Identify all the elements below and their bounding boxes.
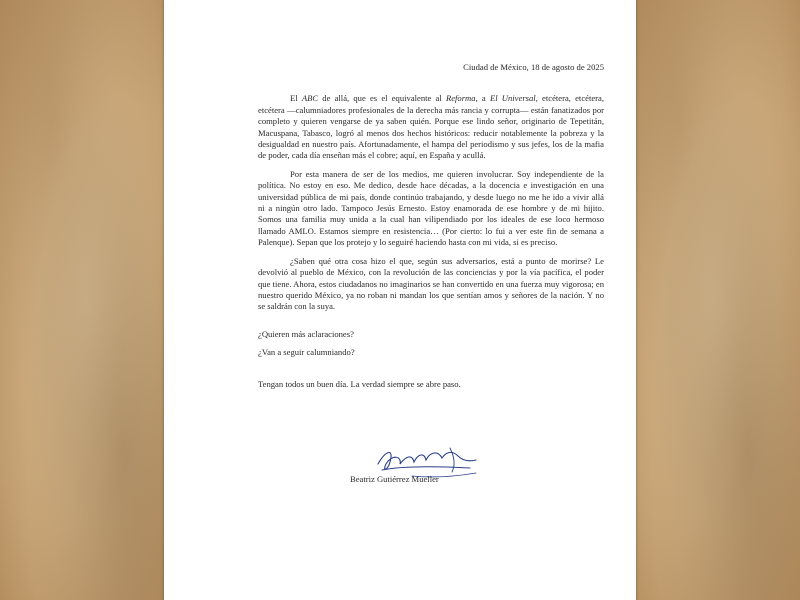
paragraph-3: ¿Saben qué otra cosa hizo el que, según sus adversarios, está a punto de morirse? Le devolvió al pueblo de México, con la revolución de las conciencias y por la vía pacífica, el poder que tiene. Ahora, estos ciudadanos no imaginarios se han convertido en una fuerza muy vigorosa; en nuestro querido México, ya no roban ni mandan los que sentían amos y señores de la nación. Y no se saldrán con la suya.: [258, 255, 604, 312]
paragraph-2: Por esta manera de ser de los medios, me quieren involucrar. Soy independiente de la política. No estoy en eso. Me dedico, desde hace décadas, a la docencia e investigación en una universidad pública de mi país, donde continúo trabajando, y desde luego no me he ido a vivir allá ni a ningún otro lado. Tampoco Jesús Ernesto. Estoy enamorada de ese hombre y de mi hijito. Somos una familia muy unida a la cual han vilipendiado por los ideales de ese loco hermoso llamado AMLO. Estamos siempre en resistencia… (Por cierto: lo fui a ver este fin de semana a Palenque). Sepan que los protejo y lo seguiré haciendo hasta con mi vida, si es preciso.: [258, 168, 604, 248]
p1-text-4: , etcétera, etcétera, etcétera —calumniadores profesionales de la derecha más rancia y corrupta— están fanatizados por completo y quieren vengarse de ya saben quién. Porque ese lindo señor, originario de Tepetitán, Macuspana, Tabasco, logró al menos dos hechos históricos: reducir notablemente la pobreza y la desigualdad en nuestro país. Afortunadamente, el hampa del periodismo y sus jefes, los de la mafia de poder, cada día enseñan más el cobre; aquí, en España y acullá.: [258, 93, 604, 161]
closing-line: Tengan todos un buen día. La verdad siempre se abre paso.: [258, 378, 461, 389]
question-2: ¿Van a seguir calumniando?: [258, 347, 355, 358]
parchment-background-left: [0, 0, 175, 600]
date-line: Ciudad de México, 18 de agosto de 2025: [463, 62, 604, 72]
question-1: ¿Quieren más aclaraciones?: [258, 328, 354, 339]
parchment-background-right: [625, 0, 800, 600]
letter-body: [258, 62, 604, 390]
p1-abc: ABC: [301, 93, 319, 104]
p1-text-2: de allá, que es el equivalente al: [318, 93, 446, 104]
paragraph-1: [258, 93, 604, 161]
signature-name: Beatriz Gutiérrez Mueller: [350, 474, 439, 484]
letter-page: [164, 0, 636, 600]
questions-block: [258, 329, 604, 359]
p1-text-3: , a: [475, 93, 490, 104]
p1-text-1: El: [290, 93, 302, 104]
p1-el-universal: El Universal: [489, 93, 536, 104]
p1-reforma: Reforma: [445, 93, 476, 104]
